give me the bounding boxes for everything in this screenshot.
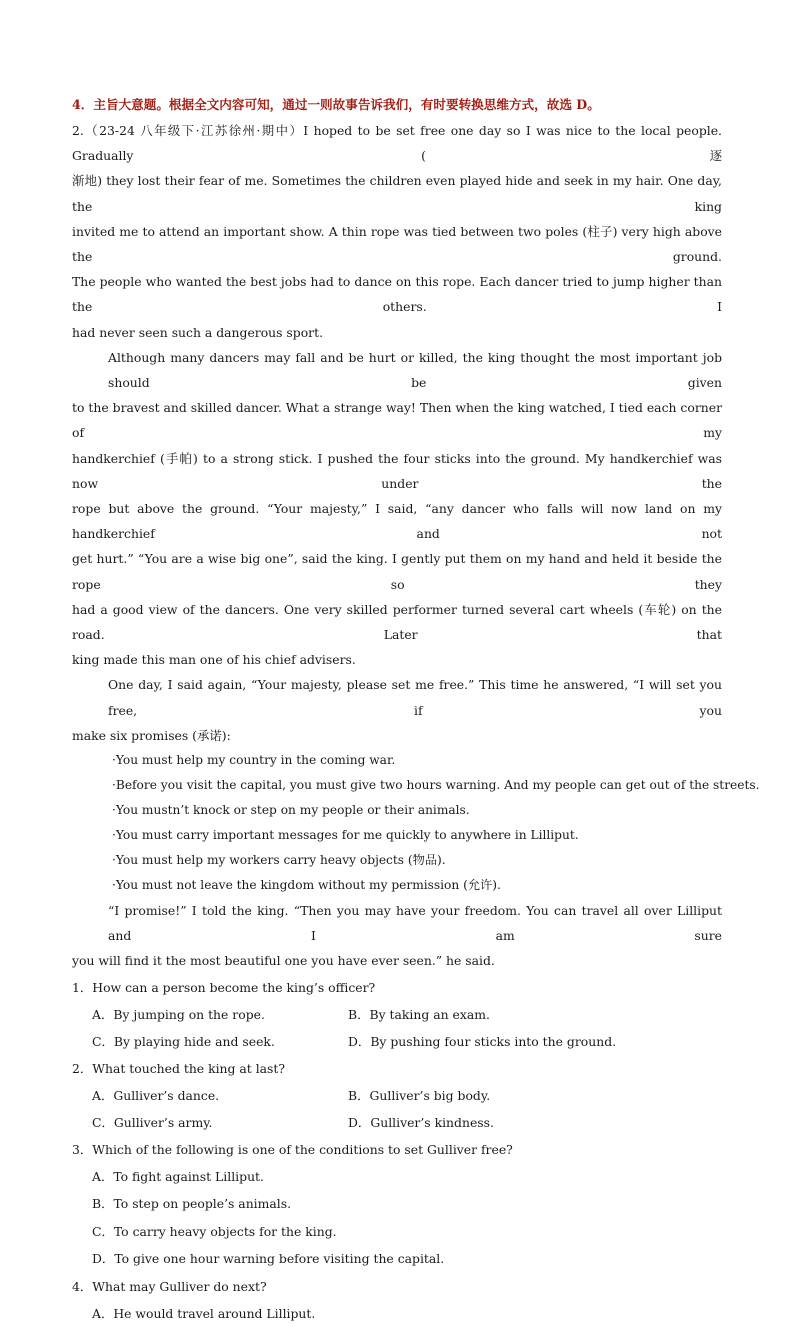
question-2	[72, 1055, 722, 1136]
condition-item: ·You must not leave the kingdom without my permission (允许).	[112, 878, 501, 893]
question-text: Which of the following is one of the conditions to set Gulliver free?	[92, 1141, 513, 1157]
question-number: 1．	[72, 979, 93, 995]
passage-line: to the bravest and skilled dancer. What a strange way! Then when the king watched, I tied each corner of my	[72, 400, 722, 441]
option-a[interactable]: A．Gulliver’s dance.	[92, 1087, 220, 1103]
passage-line: One day, I said again, “Your majesty, please set me free.” This time he answered, “I will set you free, if you	[108, 677, 722, 718]
passage-line: The people who wanted the best jobs had to dance on this rope. Each dancer tried to jump higher than the others. I	[72, 274, 722, 315]
question-text: How can a person become the king’s officer?	[92, 979, 376, 995]
option-a[interactable]: A．He would travel around Lilliput.	[92, 1305, 316, 1321]
passage-paragraph-2	[72, 345, 722, 673]
option-a[interactable]: A．By jumping on the rope.	[92, 1006, 265, 1022]
question-text: What may Gulliver do next?	[92, 1278, 267, 1294]
passage-paragraph-3	[72, 672, 722, 748]
question-number: 4．	[72, 1278, 93, 1294]
passage-paragraph-4	[72, 898, 722, 974]
question-text: What touched the king at last?	[92, 1060, 286, 1076]
previous-answer-explanation: 4．主旨大意题。根据全文内容可知，通过一则故事告诉我们，有时要转换思维方式，故选 D。	[72, 97, 600, 112]
passage-line: 2.（23-24 八年级下·江苏徐州·期中）I hoped to be set free one day so I was nice to the local people. Gradually (逐	[72, 123, 722, 164]
passage-line: 渐地) they lost their fear of me. Sometimes the children even played hide and seek in my hair. One day, the king	[72, 173, 722, 214]
condition-item: ·You must carry important messages for me quickly to anywhere in Lilliput.	[112, 828, 579, 843]
document-page	[72, 92, 760, 1327]
option-c[interactable]: C．By playing hide and seek.	[92, 1033, 275, 1049]
passage-paragraph-1	[72, 118, 722, 345]
question-number: 3．	[72, 1141, 93, 1157]
option-d[interactable]: D．By pushing four sticks into the ground.	[348, 1033, 617, 1049]
promise-conditions-list	[72, 748, 760, 898]
passage-line: get hurt.” “You are a wise big one”, said the king. I gently put them on my hand and held it beside the rope so they	[72, 551, 722, 592]
condition-item: ·Before you visit the capital, you must give two hours warning. And my people can get out of the streets.	[112, 778, 760, 793]
question-4	[72, 1273, 722, 1327]
passage-line: king made this man one of his chief advisers.	[72, 652, 356, 668]
condition-item: ·You must help my workers carry heavy objects (物品).	[112, 853, 446, 868]
option-d[interactable]: D．To give one hour warning before visiting the capital.	[92, 1251, 445, 1267]
passage-line: you will find it the most beautiful one you have ever seen.” he said.	[72, 953, 495, 969]
passage-line: had never seen such a dangerous sport.	[72, 324, 324, 340]
option-c[interactable]: C．To carry heavy objects for the king.	[92, 1223, 337, 1239]
passage-line: make six promises (承诺):	[72, 727, 231, 743]
option-a[interactable]: A．To fight against Lilliput.	[92, 1168, 264, 1184]
passage-line: invited me to attend an important show. A thin rope was tied between two poles (柱子) very high above the ground.	[72, 223, 722, 265]
passage-line: Although many dancers may fall and be hurt or killed, the king thought the most important job should be given	[108, 349, 722, 391]
passage-line: “I promise!” I told the king. “Then you may have your freedom. You can travel all over Lilliput and I am sure	[108, 903, 722, 944]
passage-line: handkerchief (手帕) to a strong stick. I pushed the four sticks into the ground. My handkerchief was now under the	[72, 450, 722, 491]
question-1	[72, 974, 722, 1055]
option-b[interactable]: B．Gulliver’s big body.	[348, 1087, 491, 1103]
question-number: 2．	[72, 1060, 93, 1076]
question-3	[72, 1136, 722, 1273]
passage-line: had a good view of the dancers. One very skilled performer turned several cart wheels (车轮) on the road. Later that	[72, 601, 722, 643]
option-c[interactable]: C．Gulliver’s army.	[92, 1114, 213, 1130]
condition-item: ·You mustn’t knock or step on my people or their animals.	[112, 803, 470, 818]
option-b[interactable]: B．To step on people’s animals.	[92, 1196, 292, 1212]
option-b[interactable]: B．By taking an exam.	[348, 1006, 490, 1022]
passage-line: rope but above the ground. “Your majesty,” I said, “any dancer who falls will now land on my handkerchief and not	[72, 501, 722, 542]
option-d[interactable]: D．Gulliver’s kindness.	[348, 1114, 494, 1130]
condition-item: ·You must help my country in the coming war.	[112, 753, 396, 768]
